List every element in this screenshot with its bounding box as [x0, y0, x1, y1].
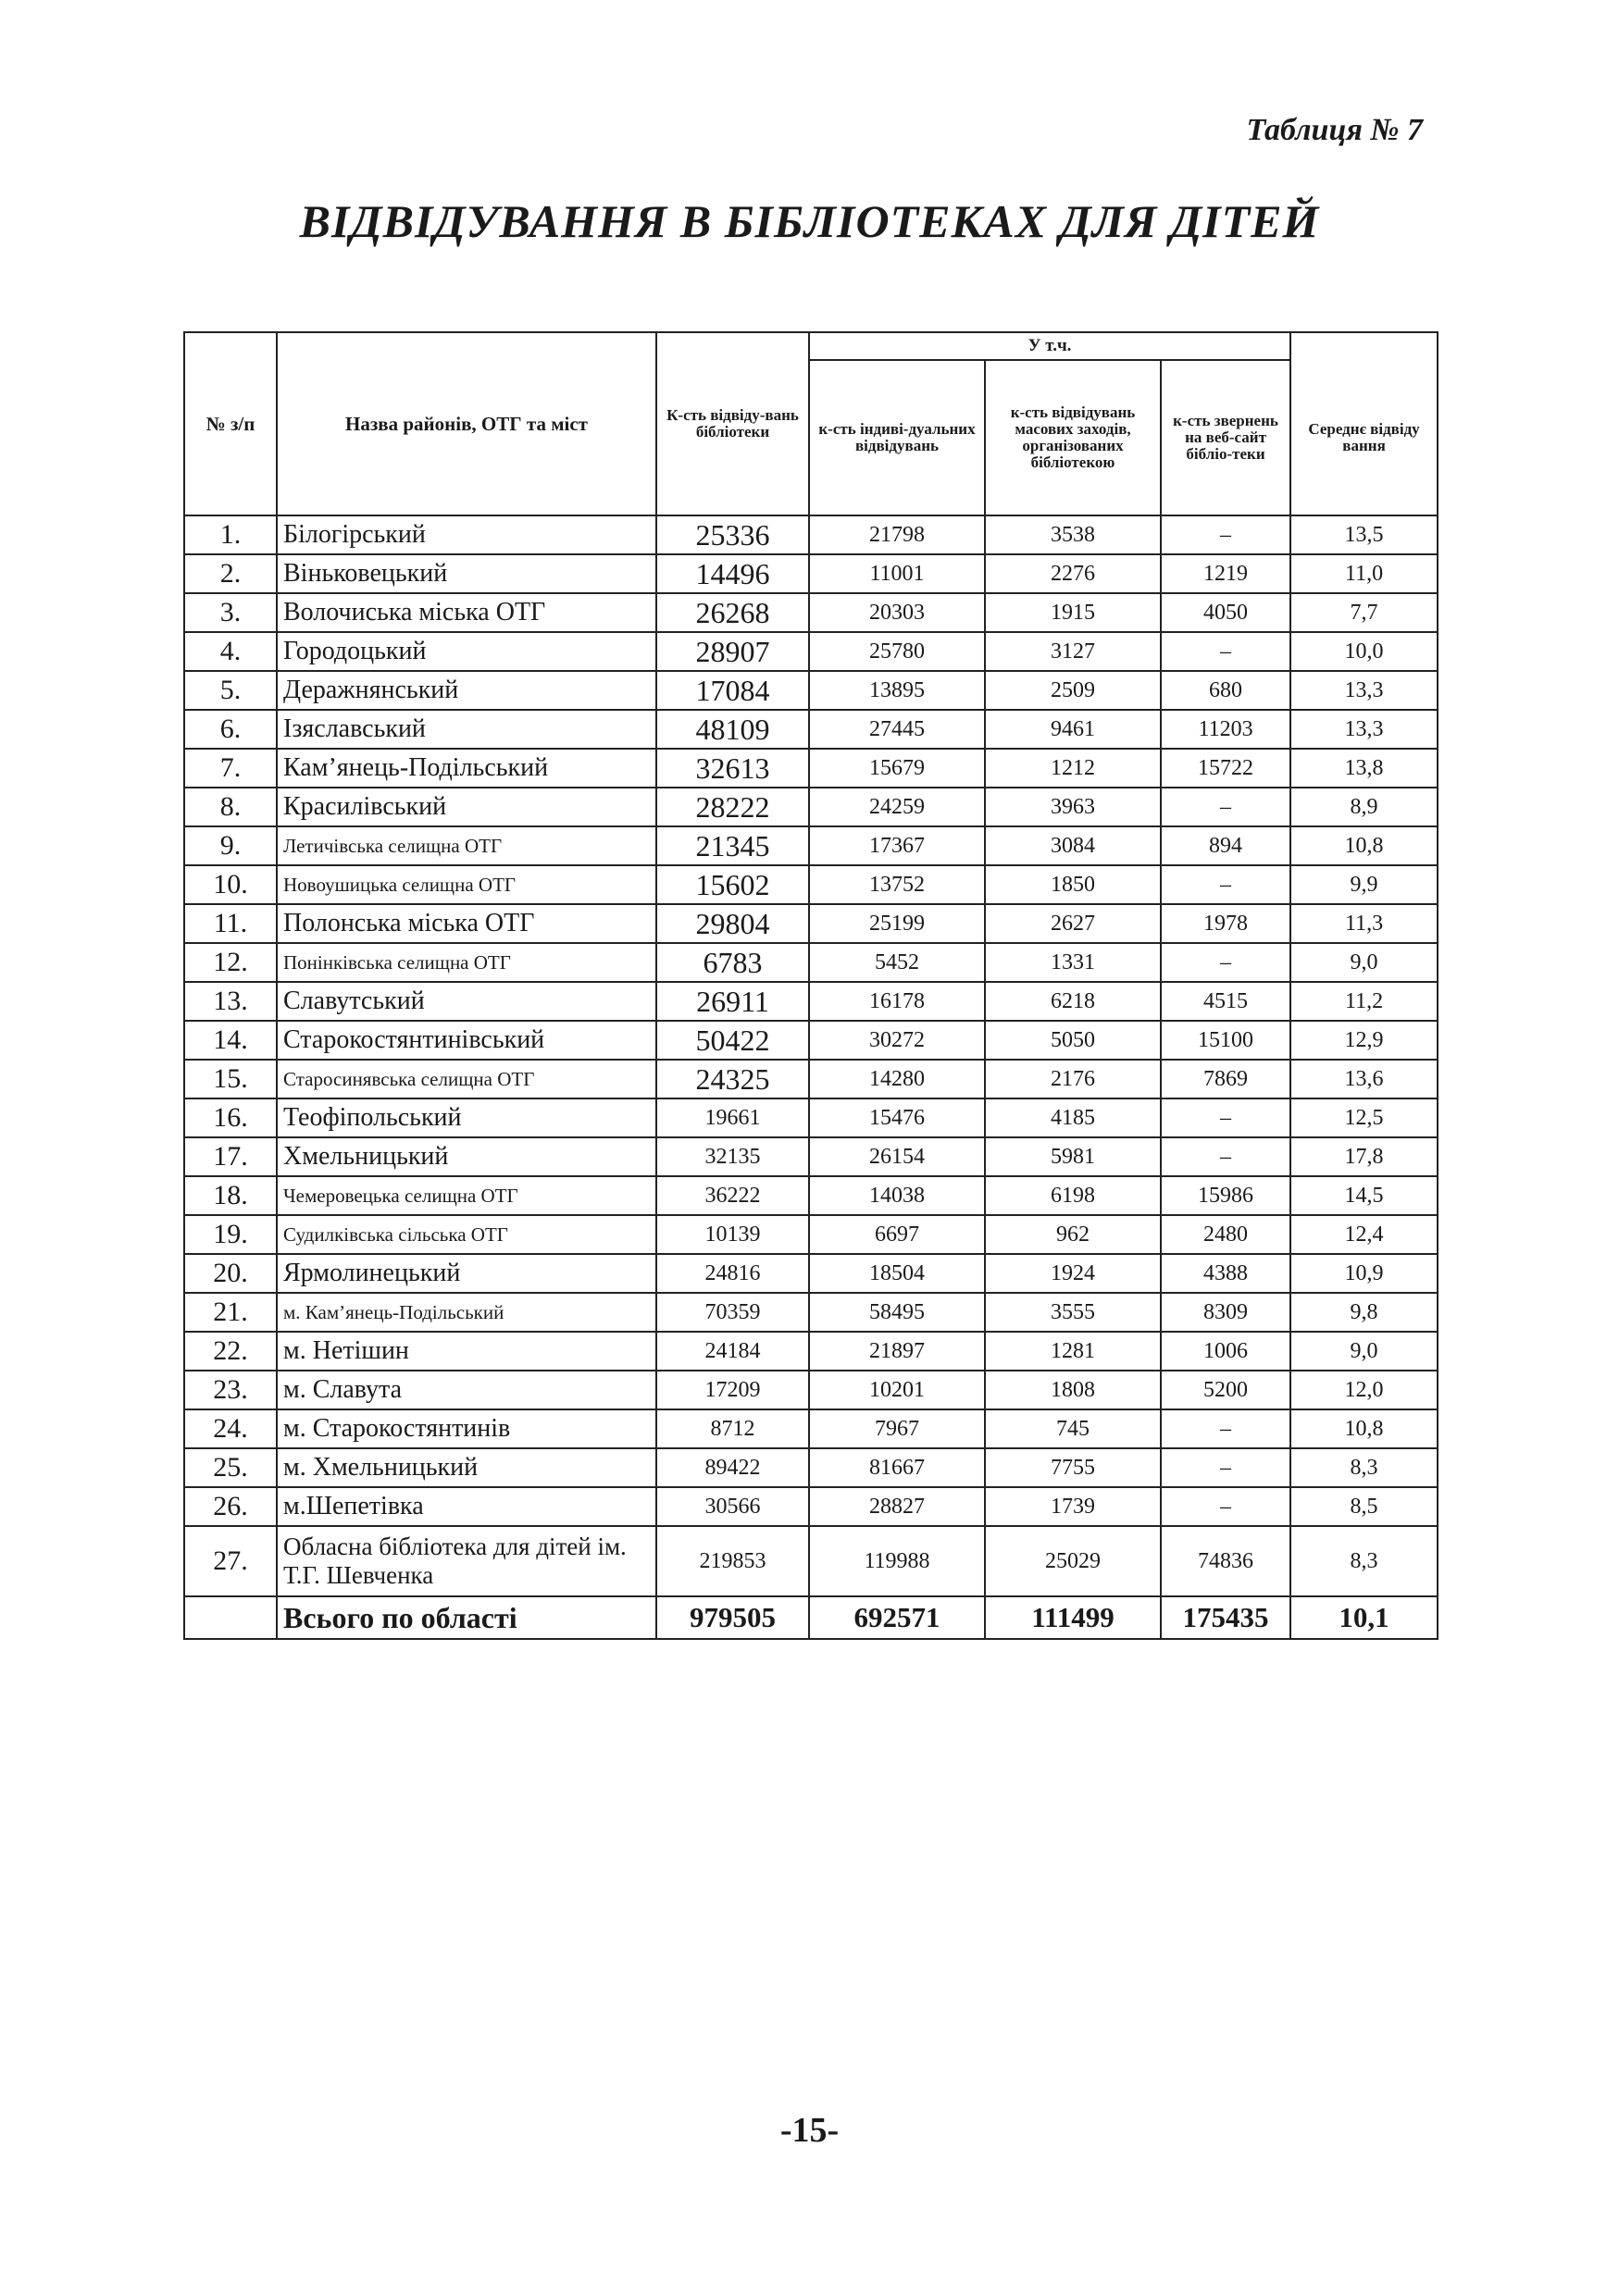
row-mass: 1915 — [985, 593, 1161, 632]
row-avg: 9,0 — [1290, 1332, 1438, 1371]
row-name: м. Нетішин — [277, 1332, 656, 1371]
row-num: 13. — [184, 982, 277, 1021]
table-row — [184, 710, 1438, 749]
row-name: Хмельницький — [277, 1137, 656, 1176]
row-web: 4388 — [1161, 1254, 1290, 1293]
row-name: Полонська міська ОТГ — [277, 904, 656, 943]
row-avg: 11,0 — [1290, 554, 1438, 593]
row-mass: 2276 — [985, 554, 1161, 593]
table-label: Таблиця № 7 — [1246, 113, 1423, 147]
row-num: 26. — [184, 1487, 277, 1526]
table-row — [184, 1137, 1438, 1176]
row-avg: 17,8 — [1290, 1137, 1438, 1176]
row-name: м.Шепетівка — [277, 1487, 656, 1526]
row-individual: 27445 — [809, 710, 985, 749]
row-mass: 3963 — [985, 788, 1161, 826]
row-individual: 13895 — [809, 671, 985, 710]
row-web: 15722 — [1161, 749, 1290, 788]
row-individual: 25199 — [809, 904, 985, 943]
row-mass: 1924 — [985, 1254, 1161, 1293]
row-visits: 26268 — [656, 593, 809, 632]
row-mass: 1212 — [985, 749, 1161, 788]
row-name: м. Кам’янець-Подільський — [277, 1293, 656, 1332]
row-individual: 14038 — [809, 1176, 985, 1215]
row-web: 74836 — [1161, 1526, 1290, 1596]
row-name: Старосинявська селищна ОТГ — [277, 1060, 656, 1098]
row-num: 11. — [184, 904, 277, 943]
row-num: 15. — [184, 1060, 277, 1098]
row-avg: 12,9 — [1290, 1021, 1438, 1060]
header-web: к-сть звернень на веб-сайт бібліо-теки — [1161, 360, 1290, 515]
row-mass: 2509 — [985, 671, 1161, 710]
row-web: 8309 — [1161, 1293, 1290, 1332]
row-individual: 25780 — [809, 632, 985, 671]
total-individual: 692571 — [809, 1596, 985, 1639]
row-visits: 10139 — [656, 1215, 809, 1254]
row-avg: 10,8 — [1290, 826, 1438, 865]
row-visits: 219853 — [656, 1526, 809, 1596]
row-mass: 1281 — [985, 1332, 1161, 1371]
row-visits: 17084 — [656, 671, 809, 710]
total-name: Всього по області — [277, 1596, 656, 1639]
row-avg: 8,5 — [1290, 1487, 1438, 1526]
row-name: м. Славута — [277, 1371, 656, 1409]
row-web: – — [1161, 1487, 1290, 1526]
row-web: 680 — [1161, 671, 1290, 710]
row-num: 7. — [184, 749, 277, 788]
row-avg: 10,0 — [1290, 632, 1438, 671]
row-web: – — [1161, 1098, 1290, 1137]
row-name: Красилівський — [277, 788, 656, 826]
row-num: 14. — [184, 1021, 277, 1060]
header-individual: к-сть індиві-дуальних відвідувань — [809, 360, 985, 515]
table-row — [184, 1409, 1438, 1448]
row-avg: 8,3 — [1290, 1448, 1438, 1487]
row-avg: 8,3 — [1290, 1526, 1438, 1596]
row-name: Славутський — [277, 982, 656, 1021]
row-avg: 9,0 — [1290, 943, 1438, 982]
row-avg: 9,9 — [1290, 865, 1438, 904]
row-visits: 15602 — [656, 865, 809, 904]
row-mass: 3538 — [985, 515, 1161, 554]
table-row — [184, 749, 1438, 788]
row-mass: 6218 — [985, 982, 1161, 1021]
row-web: 2480 — [1161, 1215, 1290, 1254]
row-visits: 70359 — [656, 1293, 809, 1332]
row-name: Теофіпольський — [277, 1098, 656, 1137]
row-num: 10. — [184, 865, 277, 904]
row-web: 1219 — [1161, 554, 1290, 593]
table-row — [184, 1215, 1438, 1254]
header-num: № з/п — [184, 332, 277, 515]
table-row — [184, 593, 1438, 632]
table-row — [184, 943, 1438, 982]
row-web: 5200 — [1161, 1371, 1290, 1409]
row-avg: 10,8 — [1290, 1409, 1438, 1448]
row-visits: 36222 — [656, 1176, 809, 1215]
row-individual: 20303 — [809, 593, 985, 632]
row-web: 7869 — [1161, 1060, 1290, 1098]
row-num: 1. — [184, 515, 277, 554]
row-individual: 10201 — [809, 1371, 985, 1409]
row-individual: 26154 — [809, 1137, 985, 1176]
row-num: 17. — [184, 1137, 277, 1176]
row-num: 24. — [184, 1409, 277, 1448]
row-name: Чемеровецька селищна ОТГ — [277, 1176, 656, 1215]
row-web: – — [1161, 1448, 1290, 1487]
table-row — [184, 865, 1438, 904]
table-row — [184, 1254, 1438, 1293]
table-row — [184, 788, 1438, 826]
row-num: 16. — [184, 1098, 277, 1137]
row-visits: 24325 — [656, 1060, 809, 1098]
row-num: 12. — [184, 943, 277, 982]
row-num: 21. — [184, 1293, 277, 1332]
row-web: 4515 — [1161, 982, 1290, 1021]
row-mass: 3555 — [985, 1293, 1161, 1332]
row-mass: 7755 — [985, 1448, 1161, 1487]
table-row — [184, 1293, 1438, 1332]
row-individual: 28827 — [809, 1487, 985, 1526]
row-visits: 30566 — [656, 1487, 809, 1526]
row-mass: 1850 — [985, 865, 1161, 904]
row-individual: 17367 — [809, 826, 985, 865]
row-mass: 4185 — [985, 1098, 1161, 1137]
header-avg: Середнє відвіду вання — [1290, 360, 1438, 515]
table-row — [184, 982, 1438, 1021]
row-name: Понінківська селищна ОТГ — [277, 943, 656, 982]
row-avg: 12,4 — [1290, 1215, 1438, 1254]
row-web: – — [1161, 515, 1290, 554]
row-num: 23. — [184, 1371, 277, 1409]
row-visits: 48109 — [656, 710, 809, 749]
total-avg: 10,1 — [1290, 1596, 1438, 1639]
row-web: 1006 — [1161, 1332, 1290, 1371]
row-mass: 745 — [985, 1409, 1161, 1448]
row-name: Волочиська міська ОТГ — [277, 593, 656, 632]
row-mass: 1808 — [985, 1371, 1161, 1409]
row-web: – — [1161, 1409, 1290, 1448]
row-mass: 1331 — [985, 943, 1161, 982]
row-visits: 6783 — [656, 943, 809, 982]
row-individual: 21897 — [809, 1332, 985, 1371]
row-mass: 2176 — [985, 1060, 1161, 1098]
row-num: 19. — [184, 1215, 277, 1254]
row-web: – — [1161, 865, 1290, 904]
row-avg: 10,9 — [1290, 1254, 1438, 1293]
row-name: Старокостянтинівський — [277, 1021, 656, 1060]
row-individual: 6697 — [809, 1215, 985, 1254]
total-visits: 979505 — [656, 1596, 809, 1639]
row-web: 4050 — [1161, 593, 1290, 632]
row-avg: 7,7 — [1290, 593, 1438, 632]
row-individual: 11001 — [809, 554, 985, 593]
row-avg: 13,3 — [1290, 710, 1438, 749]
row-avg: 9,8 — [1290, 1293, 1438, 1332]
row-mass: 962 — [985, 1215, 1161, 1254]
row-web: – — [1161, 943, 1290, 982]
table-row — [184, 904, 1438, 943]
page-title: ВІДВІДУВАННЯ В БІБЛІОТЕКАХ ДЛЯ ДІТЕЙ — [299, 195, 1320, 247]
row-individual: 119988 — [809, 1526, 985, 1596]
header-mass: к-сть відвідувань масових заходів, організованих бібліотекою — [985, 360, 1161, 515]
row-num: 3. — [184, 593, 277, 632]
row-avg: 12,5 — [1290, 1098, 1438, 1137]
row-individual: 16178 — [809, 982, 985, 1021]
table-row — [184, 1448, 1438, 1487]
row-individual: 21798 — [809, 515, 985, 554]
table-row — [184, 1098, 1438, 1137]
row-web: 15986 — [1161, 1176, 1290, 1215]
table-row — [184, 515, 1438, 554]
table-row — [184, 554, 1438, 593]
row-num: 6. — [184, 710, 277, 749]
row-num: 25. — [184, 1448, 277, 1487]
row-individual: 15476 — [809, 1098, 985, 1137]
table-row — [184, 1487, 1438, 1526]
row-avg: 13,5 — [1290, 515, 1438, 554]
row-visits: 89422 — [656, 1448, 809, 1487]
row-name: Ізяславський — [277, 710, 656, 749]
row-name: м. Старокостянтинів — [277, 1409, 656, 1448]
row-avg: 12,0 — [1290, 1371, 1438, 1409]
row-mass: 2627 — [985, 904, 1161, 943]
row-mass: 6198 — [985, 1176, 1161, 1215]
row-web: 1978 — [1161, 904, 1290, 943]
row-individual: 14280 — [809, 1060, 985, 1098]
row-individual: 15679 — [809, 749, 985, 788]
row-num: 5. — [184, 671, 277, 710]
row-name: Кам’янець-Подільський — [277, 749, 656, 788]
row-visits: 32613 — [656, 749, 809, 788]
table-row — [184, 632, 1438, 671]
row-visits: 28222 — [656, 788, 809, 826]
row-web: – — [1161, 1137, 1290, 1176]
table-row — [184, 1176, 1438, 1215]
total-mass: 111499 — [985, 1596, 1161, 1639]
table-row — [184, 1060, 1438, 1098]
row-mass: 25029 — [985, 1526, 1161, 1596]
row-individual: 13752 — [809, 865, 985, 904]
row-mass: 5981 — [985, 1137, 1161, 1176]
row-individual: 5452 — [809, 943, 985, 982]
row-name: м. Хмельницький — [277, 1448, 656, 1487]
row-visits: 14496 — [656, 554, 809, 593]
row-name: Городоцький — [277, 632, 656, 671]
total-num — [184, 1596, 277, 1639]
row-visits: 50422 — [656, 1021, 809, 1060]
row-visits: 17209 — [656, 1371, 809, 1409]
page-number: -15- — [779, 2111, 840, 2150]
row-individual: 58495 — [809, 1293, 985, 1332]
row-name: Новоушицька селищна ОТГ — [277, 865, 656, 904]
row-individual: 30272 — [809, 1021, 985, 1060]
row-visits: 24184 — [656, 1332, 809, 1371]
row-avg: 11,3 — [1290, 904, 1438, 943]
row-num: 20. — [184, 1254, 277, 1293]
row-individual: 7967 — [809, 1409, 985, 1448]
row-num: 8. — [184, 788, 277, 826]
row-visits: 24816 — [656, 1254, 809, 1293]
table-row — [184, 671, 1438, 710]
header-blank — [1290, 332, 1438, 360]
row-individual: 18504 — [809, 1254, 985, 1293]
row-web: 11203 — [1161, 710, 1290, 749]
row-name: Судилківська сільська ОТГ — [277, 1215, 656, 1254]
row-name: Ярмолинецький — [277, 1254, 656, 1293]
row-mass: 3084 — [985, 826, 1161, 865]
row-avg: 11,2 — [1290, 982, 1438, 1021]
table-row — [184, 1021, 1438, 1060]
row-visits: 26911 — [656, 982, 809, 1021]
row-individual: 81667 — [809, 1448, 985, 1487]
row-num: 27. — [184, 1526, 277, 1596]
row-visits: 25336 — [656, 515, 809, 554]
row-visits: 28907 — [656, 632, 809, 671]
row-name: Обласна бібліотека для дітей ім. Т.Г. Шевченка — [277, 1526, 656, 1596]
row-name: Летичівська селищна ОТГ — [277, 826, 656, 865]
row-mass: 1739 — [985, 1487, 1161, 1526]
row-web: – — [1161, 632, 1290, 671]
table-row — [184, 1371, 1438, 1409]
header-name: Назва районів, ОТГ та міст — [277, 332, 656, 515]
row-avg: 13,3 — [1290, 671, 1438, 710]
row-visits: 29804 — [656, 904, 809, 943]
row-num: 18. — [184, 1176, 277, 1215]
row-mass: 3127 — [985, 632, 1161, 671]
row-num: 9. — [184, 826, 277, 865]
row-visits: 32135 — [656, 1137, 809, 1176]
row-num: 4. — [184, 632, 277, 671]
row-visits: 21345 — [656, 826, 809, 865]
row-avg: 14,5 — [1290, 1176, 1438, 1215]
table-row — [184, 1526, 1438, 1596]
header-visits: К-сть відвіду-вань бібліотеки — [656, 332, 809, 515]
row-visits: 19661 — [656, 1098, 809, 1137]
total-web: 175435 — [1161, 1596, 1290, 1639]
total-row — [184, 1596, 1438, 1639]
row-avg: 13,8 — [1290, 749, 1438, 788]
table-row — [184, 826, 1438, 865]
row-num: 22. — [184, 1332, 277, 1371]
header-incl: У т.ч. — [809, 332, 1290, 360]
row-avg: 13,6 — [1290, 1060, 1438, 1098]
row-num: 2. — [184, 554, 277, 593]
row-web: 15100 — [1161, 1021, 1290, 1060]
row-mass: 9461 — [985, 710, 1161, 749]
row-web: 894 — [1161, 826, 1290, 865]
row-name: Білогірський — [277, 515, 656, 554]
row-individual: 24259 — [809, 788, 985, 826]
table-row — [184, 1332, 1438, 1371]
row-avg: 8,9 — [1290, 788, 1438, 826]
row-mass: 5050 — [985, 1021, 1161, 1060]
library-visits-table — [183, 331, 1438, 1640]
row-visits: 8712 — [656, 1409, 809, 1448]
row-name: Віньковецький — [277, 554, 656, 593]
row-web: – — [1161, 788, 1290, 826]
row-name: Деражнянський — [277, 671, 656, 710]
